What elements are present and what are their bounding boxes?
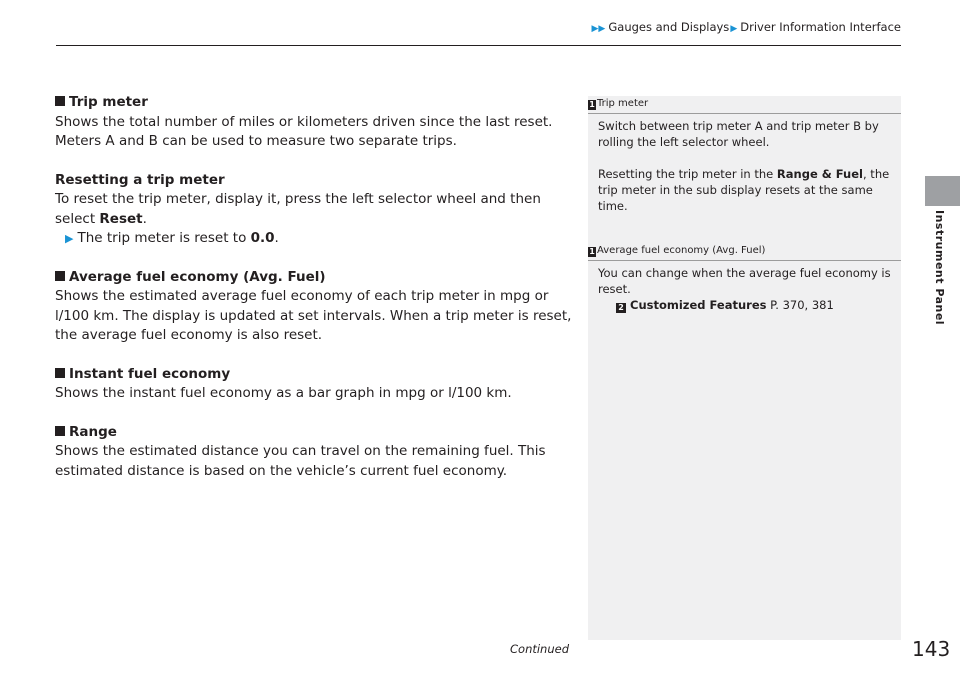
breadcrumb-separator-icon: ▶ [730, 24, 738, 34]
cross-reference-link[interactable]: 2 Customized Features P. 370, 381 [598, 297, 891, 313]
avg-fuel-note [588, 244, 901, 313]
reference-icon: 2 [616, 303, 626, 313]
reset-body: To reset the trip meter, display it, press the left selector wheel and then select Reset. [55, 191, 541, 227]
breadcrumb-arrow-icon: ▶▶ [591, 24, 606, 34]
note-title: 1 Trip meter [589, 98, 649, 109]
continued-label: Continued [510, 642, 570, 656]
header-rule [56, 45, 901, 46]
notes-sidebar [588, 96, 901, 640]
note-number-icon: 1 [589, 100, 595, 109]
note-text: You can change when the average fuel economy is reset. [598, 266, 891, 296]
instant-fuel-body: Shows the instant fuel economy as a bar graph in mpg or l/100 km. [55, 385, 512, 401]
note-text: Switch between trip meter A and trip meter B by rolling the left selector wheel. [598, 119, 879, 149]
square-bullet-icon [55, 368, 65, 378]
breadcrumb-section[interactable]: Gauges and Displays [608, 20, 730, 34]
reset-result: ▶ The trip meter is reset to 0.0. [65, 230, 279, 246]
square-bullet-icon [55, 271, 65, 281]
square-bullet-icon [55, 96, 65, 106]
square-bullet-icon [55, 426, 65, 436]
range-body: Shows the estimated distance you can travel on the remaining fuel. This estimated distance is based on the vehicle’s current fuel economy. [55, 443, 546, 479]
result-arrow-icon: ▶ [65, 232, 74, 245]
avg-fuel-body: Shows the estimated average fuel economy of each trip meter in mpg or l/100 km. The display is updated at set intervals. When a trip meter is reset, the average fuel economy is also reset. [55, 288, 572, 343]
instant-fuel-heading: Instant fuel economy [55, 365, 575, 385]
range-heading: Range [55, 423, 575, 443]
main-content [55, 93, 575, 481]
avg-fuel-heading: Average fuel economy (Avg. Fuel) [55, 268, 575, 288]
trip-meter-heading: Trip meter [55, 93, 575, 113]
note-title: 1 Average fuel economy (Avg. Fuel) [589, 245, 766, 256]
note-number-icon: 1 [589, 247, 595, 256]
breadcrumb-page[interactable]: Driver Information Interface [740, 20, 901, 34]
breadcrumb [592, 20, 901, 34]
note-text: Resetting the trip meter in the Range & Fuel, the trip meter in the sub display resets at the same time. [598, 167, 890, 213]
trip-meter-body: Shows the total number of miles or kilometers driven since the last reset. Meters A and B can be used to measure two separate trips. [55, 113, 553, 149]
chapter-label: Instrument Panel [933, 210, 946, 326]
page-number: 143 [912, 637, 951, 661]
reset-heading: Resetting a trip meter [55, 171, 225, 188]
trip-meter-note [588, 97, 901, 214]
chapter-tab [925, 176, 960, 206]
